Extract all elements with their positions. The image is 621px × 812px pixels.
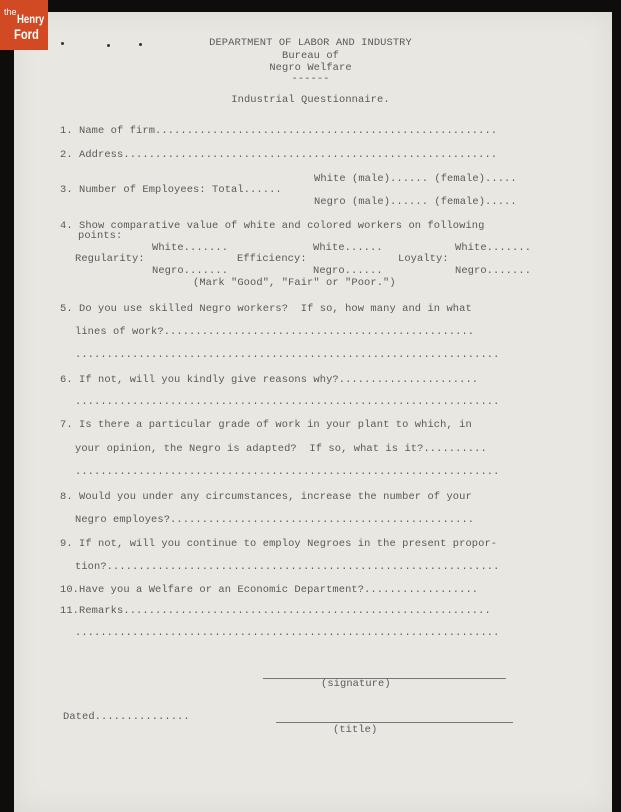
q3-employees-total[interactable]: 3. Number of Employees: Total...... (60, 184, 282, 196)
q4-efficiency-white[interactable]: White...... (313, 242, 383, 254)
q9-question: 9. If not, will you continue to employ Negroes in the present propor- (60, 538, 498, 550)
q6-answer-line[interactable]: ................................................................... (75, 396, 500, 408)
q2-address[interactable]: 2. Address........................................................... (60, 149, 498, 161)
q5-question: 5. Do you use skilled Negro workers? If so, how many and in what (60, 303, 472, 315)
q5-answer-line-2[interactable]: ................................................................... (75, 349, 500, 361)
q7-answer-line[interactable]: ................................................................... (75, 466, 500, 478)
logo-the: the (4, 7, 17, 17)
q9-question-cont[interactable]: tion?.............................................................. (75, 561, 500, 573)
title-label: (title) (333, 724, 378, 736)
q4-regularity-label: Regularity: (75, 253, 145, 265)
q4-mark-instructions: (Mark "Good", "Fair" or "Poor.") (193, 277, 396, 289)
department-heading: DEPARTMENT OF LABOR AND INDUSTRY (209, 37, 412, 49)
title-line[interactable] (276, 722, 513, 723)
logo-henry: Henry (17, 12, 45, 26)
q4-question: 4. Show comparative value of white and colored workers on following (60, 220, 485, 232)
q3-negro-count[interactable]: Negro (male)...... (female)..... (314, 196, 517, 208)
q4-loyalty-label: Loyalty: (398, 253, 449, 265)
heading-separator: ------ (291, 73, 330, 85)
division-heading: Negro Welfare (269, 62, 352, 74)
q4-efficiency-label: Efficiency: (237, 253, 307, 265)
bureau-heading: Bureau of (281, 50, 340, 62)
q5-answer-line[interactable]: lines of work?................................................. (75, 326, 475, 338)
form-title: Industrial Questionnaire. (231, 94, 390, 106)
q4-loyalty-white[interactable]: White....... (455, 242, 532, 254)
dated-field[interactable]: Dated............... (63, 711, 190, 723)
q4-regularity-white[interactable]: White....... (152, 242, 229, 254)
q1-name-of-firm[interactable]: 1. Name of firm...................................................... (60, 125, 498, 137)
q4-efficiency-negro[interactable]: Negro...... (313, 265, 383, 277)
signature-label: (signature) (321, 678, 391, 690)
q4-loyalty-negro[interactable]: Negro....... (455, 265, 532, 277)
q7-question: 7. Is there a particular grade of work in your plant to which, in (60, 419, 472, 431)
logo-ford: Ford (14, 26, 39, 42)
q11-remarks-line[interactable]: ................................................................... (75, 627, 500, 639)
q7-question-cont[interactable]: your opinion, the Negro is adapted? If so, what is it?.......... (75, 443, 487, 455)
q10-question[interactable]: 10.Have you a Welfare or an Economic Department?.................. (60, 584, 479, 596)
q11-remarks[interactable]: 11.Remarks.......................................................... (60, 605, 491, 617)
q8-question-cont[interactable]: Negro employes?................................................ (75, 514, 475, 526)
q8-question: 8. Would you under any circumstances, increase the number of your (60, 491, 472, 503)
q4-regularity-negro[interactable]: Negro....... (152, 265, 229, 277)
q6-question[interactable]: 6. If not, will you kindly give reasons why?...................... (60, 374, 479, 386)
q4-question-cont: points: (78, 230, 123, 242)
q3-white-count[interactable]: White (male)...... (female)..... (314, 173, 517, 185)
